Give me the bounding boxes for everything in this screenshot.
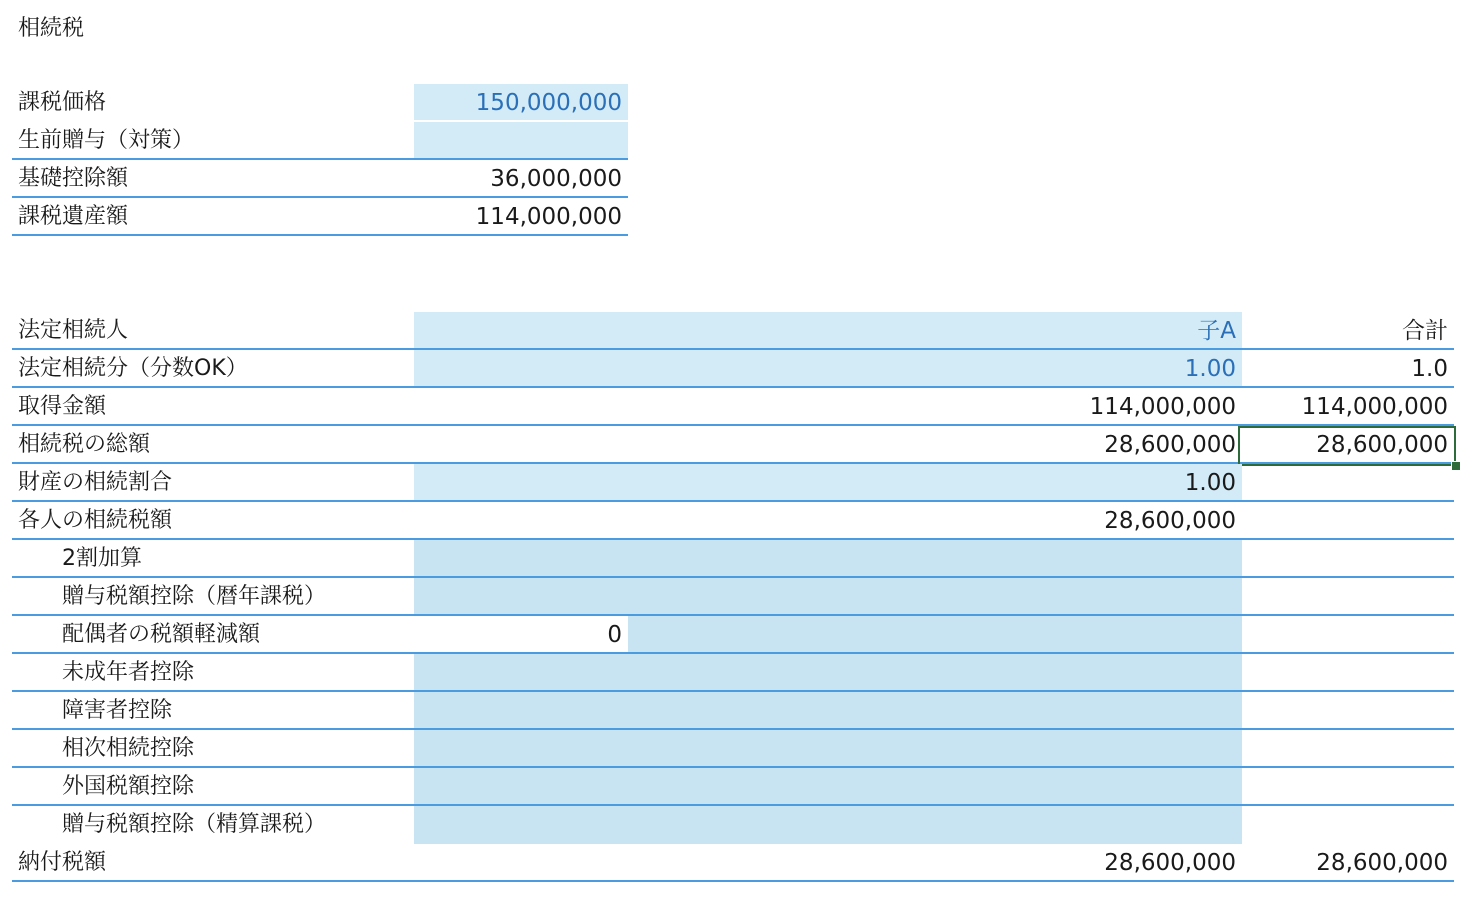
cell-label[interactable]: 基礎控除額 [18,166,129,191]
row-legal-share [12,350,1454,388]
cell-heir-a-property-ratio[interactable]: 1.00 [414,464,1242,500]
cell-label[interactable]: 法定相続分（分数OK） [18,356,248,381]
row-basic-deduction [12,160,628,198]
row-spouse-reduction [12,616,1454,654]
cell-heir-a-tax-payable[interactable]: 28,600,000 [1104,850,1236,876]
cell-label[interactable]: 外国税額控除 [62,774,195,799]
row-minor-deduction [12,654,1454,692]
cell-total-minor[interactable] [1242,654,1454,690]
row-taxable-price [12,84,622,122]
cell-total-spouse-reduction[interactable] [1242,616,1454,652]
row-lifetime-gift [12,122,628,160]
row-disability-deduction [12,692,1454,730]
cell-label[interactable]: 贈与税額控除（暦年課税） [62,584,327,609]
cell-label[interactable]: 2割加算 [62,546,142,571]
cell-total-property-ratio[interactable] [1242,464,1454,500]
row-foreign-tax-deduction [12,768,1454,806]
cell-heir-a-spouse-reduction[interactable] [628,616,1242,652]
cell-label[interactable]: 障害者控除 [62,698,173,723]
cell-total-legal-share[interactable]: 1.0 [1411,356,1448,382]
cell-heir-a-total-tax[interactable]: 28,600,000 [1104,432,1236,458]
row-tax-payable [12,844,1454,882]
cell-total-disability[interactable] [1242,692,1454,728]
row-successive-inheritance [12,730,1454,768]
cell-taxable-price-value[interactable]: 150,000,000 [414,84,628,120]
cell-label[interactable]: 各人の相続税額 [18,508,173,533]
cell-label[interactable]: 法定相続人 [18,318,129,343]
cell-heir-a-minor[interactable] [414,654,1242,690]
cell-total-total-tax[interactable]: 28,600,000 [1316,432,1448,458]
row-gift-tax-deduction-annual [12,578,1454,616]
cell-total-foreign[interactable] [1242,768,1454,804]
row-individual-tax [12,502,1454,540]
cell-heir-a-acquired[interactable]: 114,000,000 [1089,394,1236,420]
cell-label[interactable]: 財産の相続割合 [18,470,173,495]
cell-label[interactable]: 課税価格 [18,90,107,115]
cell-spouse-reduction-value[interactable]: 0 [607,622,622,648]
cell-label[interactable]: 相次相続控除 [62,736,195,761]
cell-heir-a-foreign[interactable] [414,768,1242,804]
row-property-ratio [12,464,1454,502]
cell-heir-a-twenty-percent[interactable] [414,540,1242,576]
cell-label[interactable]: 生前贈与（対策） [18,128,195,153]
cell-label[interactable]: 相続税の総額 [18,432,151,457]
cell-heir-a-name[interactable]: 子A [414,312,1242,348]
cell-basic-deduction-value[interactable]: 36,000,000 [490,166,622,192]
cell-lifetime-gift-value[interactable] [414,122,628,158]
cell-total-successive[interactable] [1242,730,1454,766]
cell-label[interactable]: 配偶者の税額軽減額 [62,622,261,647]
row-gift-tax-deduction-settlement [12,806,1454,844]
cell-heir-a-disability[interactable] [414,692,1242,728]
cell-total-header[interactable]: 合計 [1402,318,1448,344]
active-cell-selection [1238,426,1456,466]
row-total-tax [12,426,1454,464]
row-heirs-header [12,312,1454,350]
sheet-title: 相続税 [18,16,85,41]
cell-label[interactable]: 未成年者控除 [62,660,195,685]
cell-label[interactable]: 納付税額 [18,850,107,875]
cell-total-tax-payable[interactable]: 28,600,000 [1316,850,1448,876]
cell-heir-a-successive[interactable] [414,730,1242,766]
cell-total-twenty-percent[interactable] [1242,540,1454,576]
cell-total-gift-annual[interactable] [1242,578,1454,614]
row-taxable-estate [12,198,628,236]
cell-total-acquired[interactable]: 114,000,000 [1301,394,1448,420]
cell-heir-a-legal-share[interactable]: 1.00 [414,350,1242,386]
cell-label[interactable]: 贈与税額控除（精算課税） [62,812,327,837]
cell-total-gift-settlement[interactable] [1242,806,1454,842]
cell-label[interactable]: 取得金額 [18,394,107,419]
cell-heir-a-gift-settlement[interactable] [414,806,1242,844]
cell-taxable-estate-value[interactable]: 114,000,000 [475,204,622,230]
cell-label[interactable]: 課税遺産額 [18,204,129,229]
cell-heir-a-gift-annual[interactable] [414,578,1242,614]
row-acquired-amount [12,388,1454,426]
cell-heir-a-individual-tax[interactable]: 28,600,000 [1104,508,1236,534]
cell-total-individual-tax[interactable] [1242,502,1454,538]
row-twenty-percent-add [12,540,1454,578]
